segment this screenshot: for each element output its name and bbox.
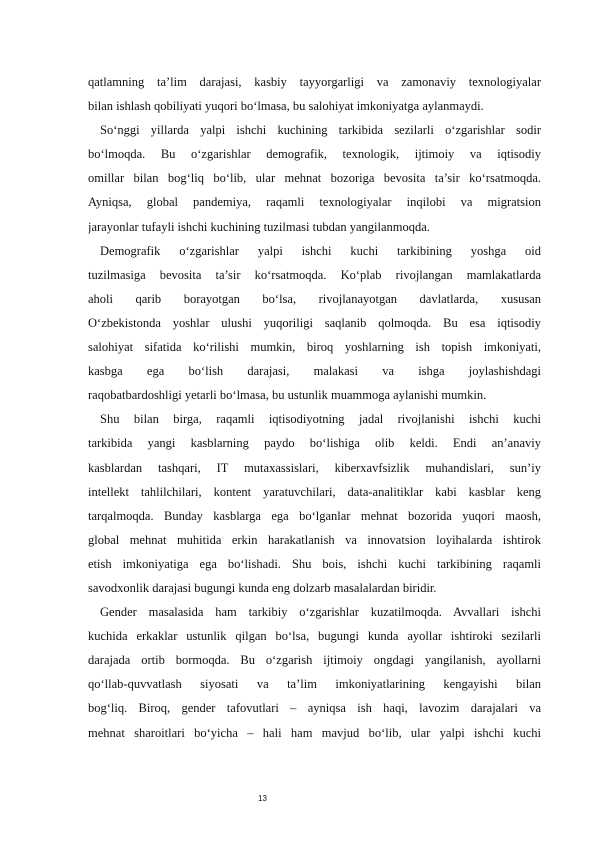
text-line: darajada ortib bormoqda. Bu o‘zgarish ijtimoiy ongdagi yangilanish, ayollarni xyxy=(88,653,541,668)
text-line: tarkibida yangi kasblarning paydo bo‘lishiga olib keldi. Endi an’anaviy xyxy=(88,436,541,451)
text-line: O‘zbekistonda yoshlar ulushi yuqoriligi saqlanib qolmoqda. Bu esa iqtisodiy xyxy=(88,315,541,330)
text-line: bo‘lmoqda. Bu o‘zgarishlar demografik, texnologik, ijtimoiy va iqtisodiy xyxy=(88,147,541,162)
page-number: 13 xyxy=(258,794,267,803)
text-line: Gender masalasida ham tarkibiy o‘zgarishlar kuzatilmoqda. Avvallari ishchi xyxy=(100,605,541,620)
text-line: qatlamning ta’lim darajasi, kasbiy tayyorgarligi va zamonaviy texnologiyalar xyxy=(88,75,541,89)
text-line: global mehnat muhitida erkin harakatlanish va innovatsion loyihalarda ishtirok xyxy=(88,532,541,547)
text-line: salohiyat sifatida ko‘rilishi mumkin, biroq yoshlarning ish topish imkoniyati, xyxy=(88,340,541,355)
text-line: tuzilmasiga bevosita ta’sir ko‘rsatmoqda. Ko‘plab rivojlangan mamlakatlarda xyxy=(88,267,541,282)
text-line: jarayonlar tufayli ishchi kuchining tuzilmasi tubdan yangilanmoqda. xyxy=(88,219,430,234)
text-line: Ayniqsa, global pandemiya, raqamli texnologiyalar inqilobi va migratsion xyxy=(88,195,541,210)
text-line: qo‘llab-quvvatlash siyosati va ta’lim imkoniyatlarining kengayishi bilan xyxy=(88,677,541,692)
text-line: raqobatbardoshligi yetarli bo‘lmasa, bu ustunlik muammoga aylanishi mumkin. xyxy=(88,388,487,403)
text-line: kuchida erkaklar ustunlik qilgan bo‘lsa, bugungi kunda ayollar ishtiroki sezilarli xyxy=(88,629,541,644)
text-line: savodxonlik darajasi bugungi kunda eng dolzarb masalalardan biridir. xyxy=(88,580,437,595)
text-line: Demografik o‘zgarishlar yalpi ishchi kuchi tarkibining yoshga oid xyxy=(100,243,541,258)
body-text xyxy=(88,70,541,745)
text-line: intellekt tahlilchilari, kontent yaratuvchilari, data-analitiklar kabi kasblar keng xyxy=(88,484,541,499)
text-line: mehnat sharoitlari bo‘yicha – hali ham mavjud bo‘lib, ular yalpi ishchi kuchi xyxy=(88,725,541,740)
text-line: bog‘liq. Biroq, gender tafovutlari – ayniqsa ish haqi, lavozim darajalari va xyxy=(88,701,541,716)
text-line: kasbga ega bo‘lish darajasi, malakasi va ishga joylashishdagi xyxy=(88,364,541,379)
text-line: So‘nggi yillarda yalpi ishchi kuchining tarkibida sezilarli o‘zgarishlar sodir xyxy=(100,123,541,138)
text-line: tarqalmoqda. Bunday kasblarga ega bo‘lganlar mehnat bozorida yuqori maosh, xyxy=(88,508,541,523)
text-line: etish imkoniyatiga ega bo‘lishadi. Shu bois, ishchi kuchi tarkibining raqamli xyxy=(88,556,541,571)
text-line: bilan ishlash qobiliyati yuqori bo‘lmasa, bu salohiyat imkoniyatga aylanmaydi. xyxy=(88,99,484,114)
text-line: Shu bilan birga, raqamli iqtisodiyotning jadal rivojlanishi ishchi kuchi xyxy=(100,412,541,427)
text-line: kasblardan tashqari, IT mutaxassislari, kiberxavfsizlik muhandislari, sun’iy xyxy=(88,460,541,475)
text-line: omillar bilan bog‘liq bo‘lib, ular mehnat bozoriga bevosita ta’sir ko‘rsatmoqda. xyxy=(88,171,541,186)
text-line: aholi qarib borayotgan bo‘lsa, rivojlanayotgan davlatlarda, xususan xyxy=(88,291,541,306)
